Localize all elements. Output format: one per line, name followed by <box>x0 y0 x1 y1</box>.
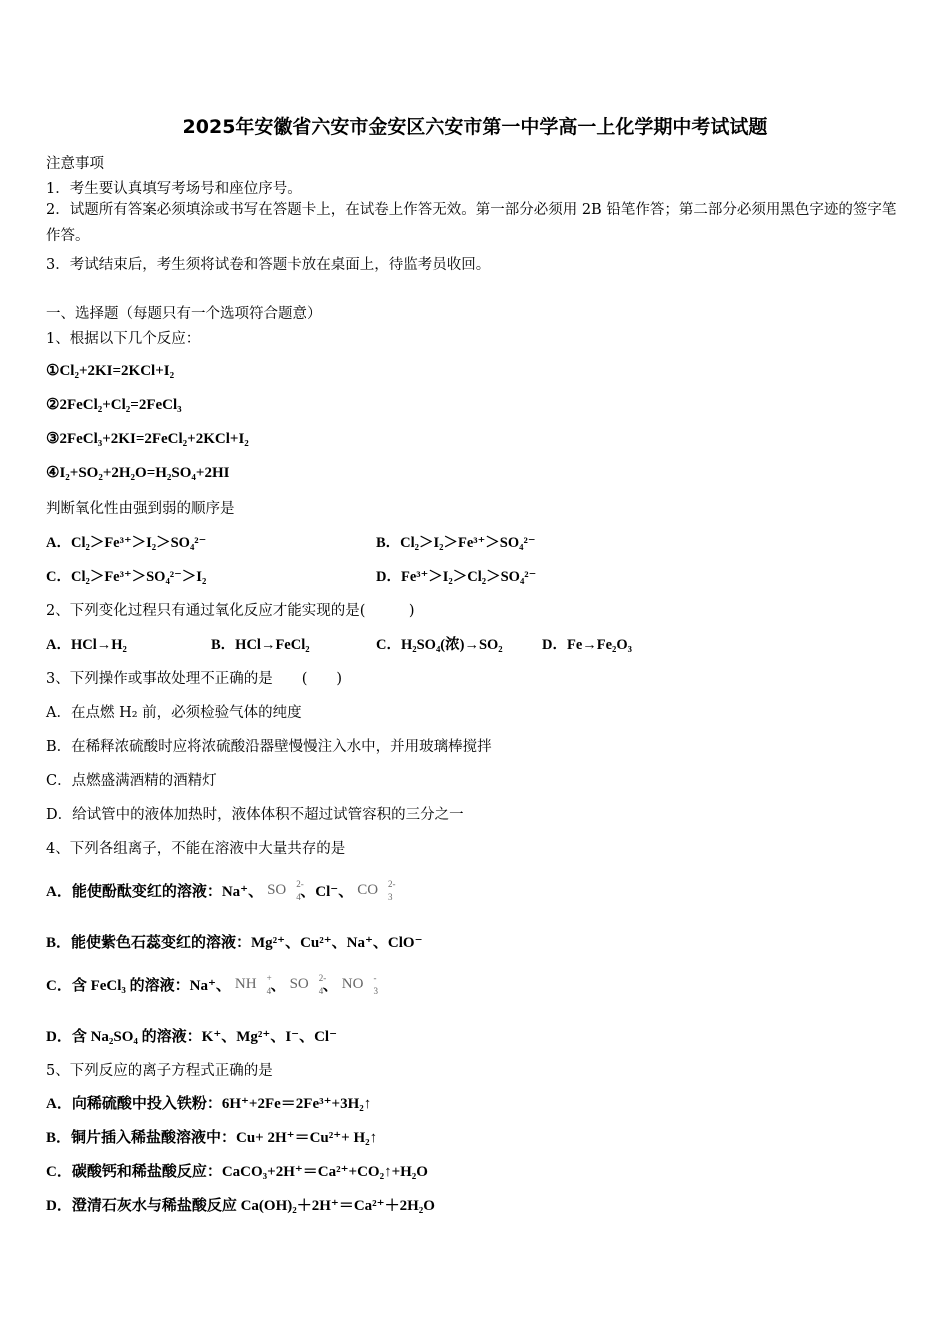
q4-option-b[interactable]: B．能使紫色石蕊变红的溶液：Mg²⁺、Cu²⁺、Na⁺、ClO⁻ <box>46 935 423 951</box>
notice-item-3: 3．考试结束后，考生须将试卷和答题卡放在桌面上，待监考员收回。 <box>46 257 491 273</box>
q2-stem: 2、下列变化过程只有通过氧化反应才能实现的是( ) <box>46 603 415 619</box>
q4-stem: 4、下列各组离子，不能在溶液中大量共存的是 <box>46 841 346 857</box>
q1-option-d[interactable]: D．Fe³⁺＞I₂＞Cl₂＞SO₄²⁻ <box>376 569 537 585</box>
q3-option-b[interactable]: B．在稀释浓硫酸时应将浓硫酸沿器壁慢慢注入水中，并用玻璃棒搅拌 <box>46 739 492 755</box>
q1-option-c[interactable]: C．Cl₂＞Fe³⁺＞SO₄²⁻＞I₂ <box>46 569 207 585</box>
q3-option-c[interactable]: C．点燃盛满酒精的酒精灯 <box>46 773 217 789</box>
q1-reaction-4: ④I₂+SO₂+2H₂O=H₂SO₄+2HI <box>46 465 230 481</box>
q1-reaction-3: ③2FeCl₃+2KI=2FeCl₂+2KCl+I₂ <box>46 431 249 447</box>
q4-c-prefix: C．含 FeCl₃ 的溶液：Na⁺、 <box>46 978 231 994</box>
q2-option-d[interactable]: D．Fe→Fe₂O₃ <box>542 637 633 653</box>
q1-option-a[interactable]: A．Cl₂＞Fe³⁺＞I₂＞SO₄²⁻ <box>46 535 207 551</box>
q1-stem: 1、根据以下几个反应： <box>46 331 201 347</box>
page-title: 2025年安徽省六安市金安区六安市第一中学高一上化学期中考试试题 <box>182 116 768 138</box>
q4-option-a[interactable] <box>46 879 396 902</box>
nitrate-ion: NO - 3 <box>341 973 378 996</box>
q1-option-b[interactable]: B．Cl₂＞I₂＞Fe³⁺＞SO₄²⁻ <box>376 535 536 551</box>
q4-c-sep-2: 、 <box>322 978 338 994</box>
sulfate-ion: SO 2- 4 <box>267 879 304 902</box>
notice-heading: 注意事项 <box>46 156 104 172</box>
q1-reaction-2: ②2FeCl₂+Cl₂=2FeCl₃ <box>46 397 182 413</box>
q2-option-a[interactable]: A．HCl→H₂ <box>46 637 127 653</box>
q3-stem: 3、下列操作或事故处理不正确的是 ( ) <box>46 671 343 687</box>
sulfate-ion: SO 2- 4 <box>289 973 327 996</box>
q4-a-prefix: A．能使酚酞变红的溶液：Na⁺、 <box>46 884 264 900</box>
section-heading: 一、选择题（每题只有一个选项符合题意） <box>46 306 322 322</box>
q2-option-c[interactable]: C．H₂SO₄(浓)→SO₂ <box>376 637 503 653</box>
q5-option-c[interactable]: C．碳酸钙和稀盐酸反应：CaCO₃+2H⁺＝Ca²⁺+CO₂↑+H₂O <box>46 1164 428 1180</box>
notice-item-2: 2．试题所有答案必须填涂或书写在答题卡上，在试卷上作答无效。第一部分必须用 2B 铅笔作答；第二部分必须用黑色字迹的签字笔作答。 <box>46 202 897 244</box>
ammonium-ion: NH + 4 <box>234 973 272 996</box>
q3-option-a[interactable]: A．在点燃 H₂ 前，必须检验气体的纯度 <box>46 705 302 721</box>
q5-option-b[interactable]: B．铜片插入稀盐酸溶液中：Cu+ 2H⁺＝Cu²⁺+ H₂↑ <box>46 1130 378 1146</box>
q4-option-d[interactable]: D．含 Na₂SO₄ 的溶液：K⁺、Mg²⁺、I⁻、Cl⁻ <box>46 1029 337 1045</box>
q1-reaction-1: ①Cl₂+2KI=2KCl+I₂ <box>46 363 175 379</box>
q5-option-a[interactable]: A．向稀硫酸中投入铁粉：6H⁺+2Fe＝2Fe³⁺+3H₂↑ <box>46 1096 372 1112</box>
q5-option-d[interactable]: D．澄清石灰水与稀盐酸反应 Ca(OH)₂＋2H⁺＝Ca²⁺＋2H₂O <box>46 1198 435 1214</box>
notice-item-1: 1．考生要认真填写考场号和座位序号。 <box>46 181 302 197</box>
q2-option-b[interactable]: B．HCl→FeCl₂ <box>211 637 310 653</box>
carbonate-ion: CO 2- 3 <box>357 879 396 902</box>
q4-a-mid: 、Cl⁻、 <box>300 884 354 900</box>
q1-question: 判断氧化性由强到弱的顺序是 <box>46 501 235 517</box>
q3-option-d[interactable]: D．给试管中的液体加热时，液体体积不超过试管容积的三分之一 <box>46 807 464 823</box>
q4-c-sep-1: 、 <box>270 978 286 994</box>
q5-stem: 5、下列反应的离子方程式正确的是 <box>46 1063 273 1079</box>
q4-option-c[interactable] <box>46 974 377 995</box>
